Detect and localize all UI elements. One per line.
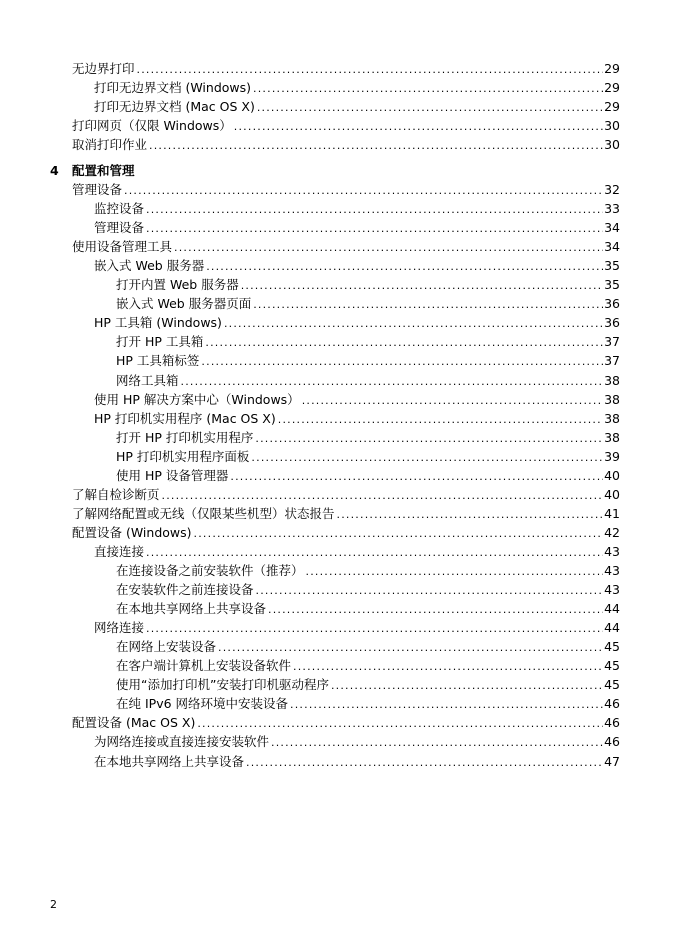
toc-entry-page: 30 [604,137,620,153]
toc-entry-page: 45 [604,658,620,674]
toc-entry[interactable] [116,332,620,351]
toc-entry-page: 40 [604,467,620,483]
toc-entry[interactable] [116,351,620,370]
toc-entry-page: 43 [604,582,620,598]
dot-leader [278,410,603,429]
toc-entry[interactable] [116,371,620,390]
toc-entry[interactable] [116,599,620,618]
toc-entry-title: 在纯 IPv6 网络环境中安装设备 [116,696,289,712]
toc-entry-title: 取消打印作业 [72,137,148,153]
toc-entry[interactable] [72,116,620,135]
toc-entry-page: 43 [604,563,620,578]
dot-leader [331,676,603,695]
toc-entry-page: 38 [604,372,620,388]
toc-entry-title: 打印无边界文档 (Windows) [94,80,252,96]
dot-leader [181,372,604,391]
toc-entry-title: 在安装软件之前连接设备 [116,582,254,598]
dot-leader [149,136,603,155]
toc-entry-page: 47 [604,753,620,769]
toc-entry-page: 45 [604,639,620,655]
toc-entry[interactable] [116,694,620,713]
dot-leader [234,117,603,136]
toc-entry-title: 打印无边界文档 (Mac OS X) [94,99,255,115]
toc-entry-page: 38 [604,391,620,407]
toc-entry-title: HP 工具箱标签 [116,353,200,369]
toc-entry[interactable] [94,218,620,237]
dot-leader [246,753,603,772]
toc-entry-page: 46 [604,696,620,712]
toc-entry-page: 32 [604,182,620,197]
toc-entry-page: 38 [604,410,620,426]
toc-entry-page: 44 [604,601,620,617]
dot-leader [201,352,603,371]
toc-entry-page: 29 [604,61,620,76]
dot-leader [253,295,603,314]
toc-entry-page: 35 [604,277,620,293]
toc-entry[interactable] [116,561,620,580]
toc-entry-title: HP 打印机实用程序面板 [116,448,250,464]
dot-leader [337,505,604,524]
toc-entry-title: 配置设备 (Windows) [72,524,192,540]
toc-entry[interactable] [94,542,620,561]
toc-entry-page: 34 [604,220,620,236]
toc-entry[interactable] [94,409,620,428]
toc-entry-title: 打印网页（仅限 Windows） [72,118,232,134]
toc-entry-page: 36 [604,315,620,331]
chapter-title: 配置和管理 [72,163,135,178]
toc-entry-title: HP 工具箱 (Windows) [94,315,222,331]
toc-entry-title: 嵌入式 Web 服务器 [94,258,205,274]
dot-leader [253,79,603,98]
toc-entry-title: 为网络连接或直接连接安装软件 [94,734,270,750]
toc-entry-title: 管理设备 [94,220,145,236]
toc-entry[interactable] [72,713,620,732]
toc-entry-page: 45 [604,677,620,693]
toc-entry[interactable] [116,294,620,313]
dot-leader [124,181,603,200]
toc-entry[interactable] [72,237,620,256]
toc-entry[interactable] [94,752,620,771]
toc-entry-page: 44 [604,620,620,636]
toc-entry[interactable] [116,675,620,694]
dot-leader [251,448,603,467]
toc-entry[interactable] [72,59,620,78]
dot-leader [162,486,604,505]
toc-entry-page: 29 [604,80,620,96]
dot-leader [224,314,603,333]
dot-leader [137,60,604,79]
toc-entry-title: 管理设备 [72,182,123,197]
toc-entry-title: 配置设备 (Mac OS X) [72,715,196,731]
toc-entry-page: 30 [604,118,620,134]
toc-entry-page: 38 [604,429,620,445]
toc-entry[interactable] [116,637,620,656]
toc-entry-title: 在本地共享网络上共享设备 [116,601,267,617]
dot-leader [218,638,603,657]
toc-entry[interactable] [94,390,620,409]
dot-leader [302,391,603,410]
toc-entry-page: 46 [604,715,620,731]
dot-leader [146,219,603,238]
toc-entry-title: 网络工具箱 [116,372,179,388]
toc-entry-title: 了解网络配置或无线（仅限某些机型）状态报告 [72,505,335,521]
dot-leader [306,562,604,581]
toc-entry-title: 直接连接 [94,543,145,559]
toc-entry-title: 网络连接 [94,620,145,636]
toc-entry[interactable] [116,580,620,599]
chapter-number: 4 [50,163,59,178]
toc-entry-title: 打开内置 Web 服务器 [116,277,239,293]
page-number: 2 [50,898,57,911]
dot-leader [256,581,604,600]
toc-entry-page: 41 [604,505,620,521]
toc-entry-title: 嵌入式 Web 服务器页面 [116,296,252,312]
chapter-heading [50,161,350,180]
dot-leader [146,619,603,638]
dot-leader [290,695,603,714]
dot-leader [194,524,604,543]
toc-entry-title: 无边界打印 [72,61,135,76]
toc-entry-title: 使用“添加打印机”安装打印机驱动程序 [116,677,329,693]
toc-entry-page: 29 [604,99,620,115]
toc-entry[interactable] [116,656,620,675]
dot-leader [230,467,603,486]
toc-entry-title: 在网络上安装设备 [116,639,217,655]
toc-entry[interactable] [72,180,620,199]
dot-leader [146,200,603,219]
toc-entry[interactable] [94,199,620,218]
toc-entry-title: 了解自检诊断页 [72,486,160,502]
toc-entry-page: 36 [604,296,620,312]
dot-leader [206,257,603,276]
toc-entry-title: 使用 HP 解决方案中心（Windows） [94,391,300,407]
dot-leader [271,733,603,752]
toc-entry-title: 在本地共享网络上共享设备 [94,753,245,769]
toc-entry-page: 42 [604,524,620,540]
toc-entry-page: 40 [604,486,620,502]
toc-entry[interactable] [94,78,620,97]
dot-leader [205,333,603,352]
toc-entry[interactable] [94,618,620,637]
toc-entry[interactable] [94,256,620,275]
dot-leader [197,714,603,733]
toc-entry-title: 监控设备 [94,201,145,217]
toc-entry-page: 46 [604,734,620,750]
toc-entry-title: 在连接设备之前安装软件（推荐） [116,563,304,578]
toc-entry[interactable] [72,135,620,154]
toc-entry[interactable] [116,275,620,294]
toc-entry[interactable] [72,504,620,523]
toc-entry-page: 37 [604,353,620,369]
toc-entry-page: 43 [604,543,620,559]
toc-entry-page: 35 [604,258,620,274]
toc-entry-title: 在客户端计算机上安装设备软件 [116,658,292,674]
toc-entry[interactable] [116,466,620,485]
dot-leader [146,543,603,562]
dot-leader [255,429,603,448]
toc-entry[interactable] [72,485,620,504]
toc-entry-title: 使用设备管理工具 [72,239,173,255]
toc-entry[interactable] [94,732,620,751]
toc-entry-page: 33 [604,201,620,217]
toc-entry-title: 使用 HP 设备管理器 [116,467,229,483]
toc-entry-title: 打开 HP 工具箱 [116,334,204,350]
toc-entry[interactable] [94,313,620,332]
dot-leader [293,657,603,676]
dot-leader [241,276,603,295]
dot-leader [257,98,603,117]
toc-entry-page: 37 [604,334,620,350]
toc-entry[interactable] [116,428,620,447]
toc-entry-title: HP 打印机实用程序 (Mac OS X) [94,410,276,426]
dot-leader [268,600,603,619]
dot-leader [174,238,603,257]
toc-entry[interactable] [72,523,620,542]
toc-entry[interactable] [116,447,620,466]
toc-entry-page: 39 [604,448,620,464]
toc-entry-page: 34 [604,239,620,255]
toc-entry[interactable] [94,97,620,116]
toc-entry-title: 打开 HP 打印机实用程序 [116,429,254,445]
